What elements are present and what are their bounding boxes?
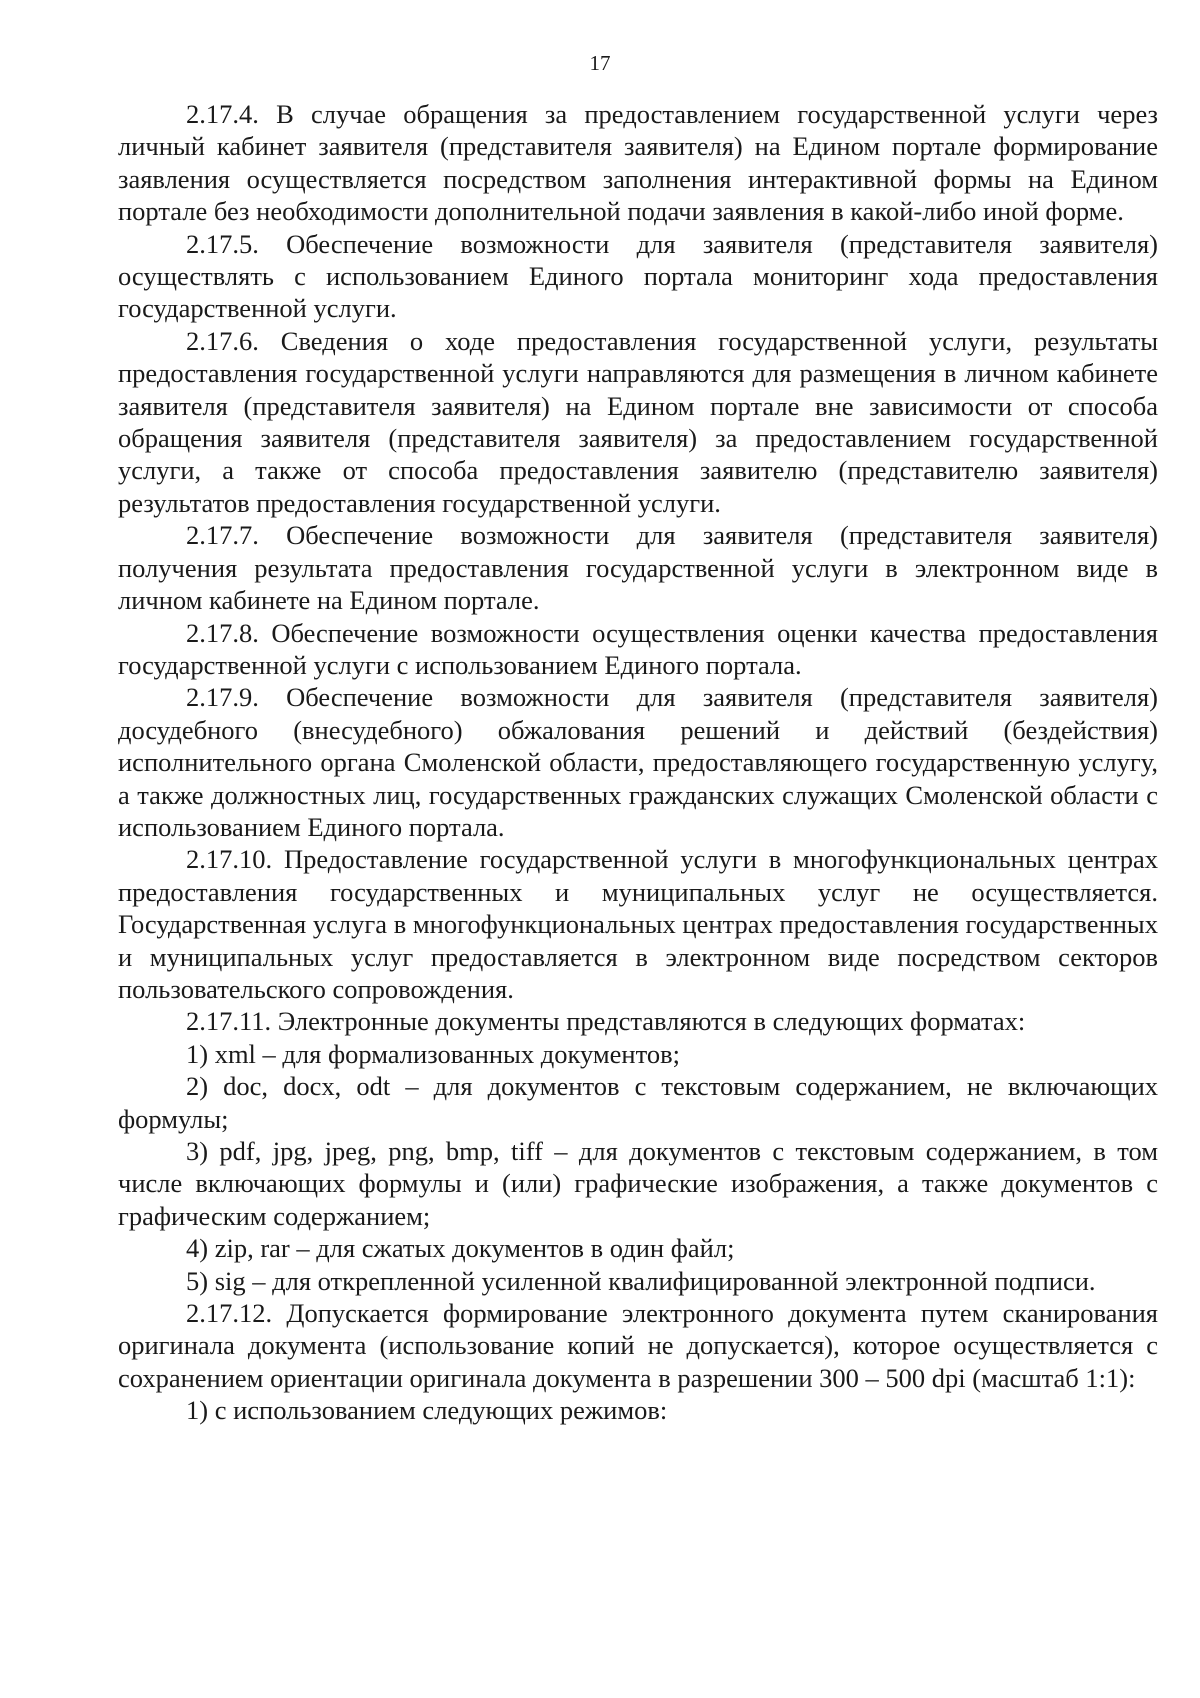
list-item-format-1: 1) xml – для формализованных документов; xyxy=(186,1038,680,1069)
paragraph-2-17-11: 2.17.11. Электронные документы представляются в следующих форматах: xyxy=(186,1006,1026,1037)
list-item-format-4: 4) zip, rar – для сжатых документов в один файл; xyxy=(186,1233,735,1264)
list-item-format-5: 5) sig – для открепленной усиленной квалифицированной электронной подписи. xyxy=(186,1265,1096,1296)
list-item-scan-mode-1: 1) с использованием следующих режимов: xyxy=(186,1395,668,1426)
paragraph-2-17-7: 2.17.7. Обеспечение возможности для заявителя (представителя заявителя) получения результата предоставления государственной услуги в электронном виде в личном кабинете на Едином портале. xyxy=(118,520,1158,616)
list-item-format-2: 2) doc, docx, odt – для документов с текстовым содержанием, не включающих формулы; xyxy=(118,1071,1158,1134)
page-number: 17 xyxy=(589,51,611,75)
paragraph-2-17-9: 2.17.9. Обеспечение возможности для заявителя (представителя заявителя) досудебного (внесудебного) обжалования решений и действий (бездействия) исполнительного органа Смоленской области, предоставляющего государственную услугу, а также должностных лиц, государственных гражданских служащих Смоленской области с использованием Единого портала. xyxy=(118,682,1158,842)
document-body xyxy=(118,98,1158,1427)
paragraph-2-17-12: 2.17.12. Допускается формирование электронного документа путем сканирования оригинала документа (использование копий не допускается), которое осуществляется с сохранением ориентации оригинала документа в разрешении 300 – 500 dpi (масштаб 1:1): xyxy=(118,1298,1158,1393)
list-item-format-3: 3) pdf, jpg, jpeg, png, bmp, tiff – для документов с текстовым содержанием, в том числе включающих формулы и (или) графические изображения, а также документов с графическим содержанием; xyxy=(118,1136,1158,1231)
paragraph-2-17-8: 2.17.8. Обеспечение возможности осуществления оценки качества предоставления государственной услуги с использованием Единого портала. xyxy=(118,617,1158,680)
paragraph-2-17-10: 2.17.10. Предоставление государственной услуги в многофункциональных центрах предоставления государственных и муниципальных услуг не осуществляется. Государственная услуга в многофункциональных центрах предоставления государственных и муниципальных услуг предоставляется в электронном виде посредством секторов пользовательского сопровождения. xyxy=(118,844,1158,1004)
paragraph-2-17-5: 2.17.5. Обеспечение возможности для заявителя (представителя заявителя) осуществлять с использованием Единого портала мониторинг хода предоставления государственной услуги. xyxy=(118,228,1158,324)
paragraph-2-17-4: 2.17.4. В случае обращения за предоставлением государственной услуги через личный кабинет заявителя (представителя заявителя) на Едином портале формирование заявления осуществляется посредством заполнения интерактивной формы на Едином портале без необходимости дополнительной подачи заявления в какой-либо иной форме. xyxy=(118,99,1158,227)
paragraph-2-17-6: 2.17.6. Сведения о ходе предоставления государственной услуги, результаты предоставления государственной услуги направляются для размещения в личном кабинете заявителя (представителя заявителя) на Едином портале вне зависимости от способа обращения заявителя (представителя заявителя) за предоставлением государственной услуги, а также от способа предоставления заявителю (представителю заявителя) результатов предоставления государственной услуги. xyxy=(118,325,1158,518)
